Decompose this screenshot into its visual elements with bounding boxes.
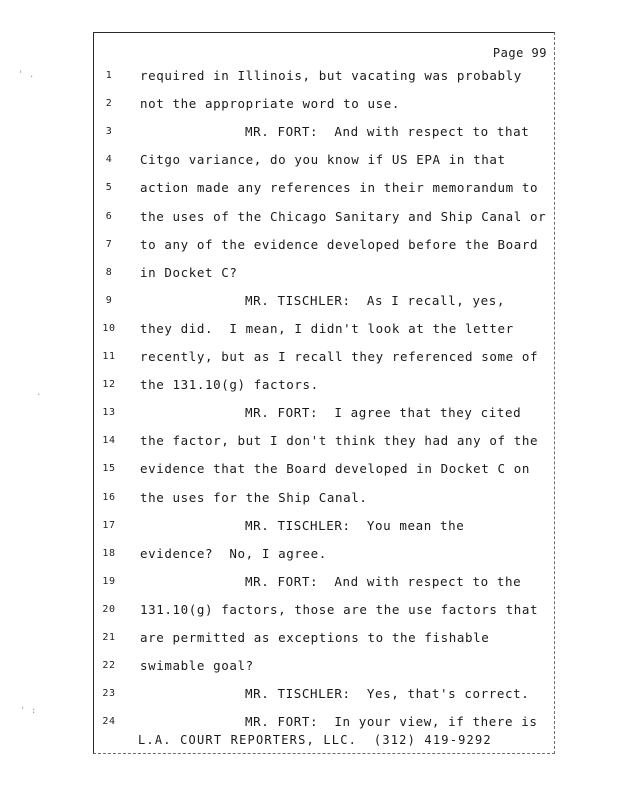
line-text: required in Illinois, but vacating was probably bbox=[140, 68, 522, 83]
line-number: 7 bbox=[105, 238, 113, 250]
line-number: 10 bbox=[102, 322, 116, 334]
transcript-line bbox=[100, 235, 550, 255]
transcript-line bbox=[100, 122, 550, 142]
line-text: MR. FORT: And with respect to that bbox=[245, 124, 530, 140]
line-number: 9 bbox=[105, 294, 113, 306]
transcript-line bbox=[100, 263, 550, 283]
transcript-line bbox=[100, 347, 550, 367]
scan-artifact-mark: ' : bbox=[20, 706, 37, 716]
line-text: in Docket C? bbox=[140, 264, 238, 280]
transcript-line bbox=[100, 712, 550, 732]
transcript-line bbox=[100, 600, 550, 620]
transcript-line bbox=[100, 403, 550, 423]
line-number: 5 bbox=[105, 182, 113, 194]
line-text: the 131.10(g) factors. bbox=[140, 377, 319, 393]
line-number: 24 bbox=[102, 716, 116, 728]
line-number: 12 bbox=[102, 379, 116, 391]
transcript-line bbox=[100, 572, 550, 592]
transcript-line bbox=[100, 291, 550, 311]
line-number: 22 bbox=[102, 660, 116, 672]
line-number: 20 bbox=[102, 603, 116, 615]
line-text: 131.10(g) factors, those are the use factors that bbox=[140, 601, 539, 617]
transcript-line bbox=[100, 684, 550, 704]
line-text: action made any references in their memorandum to bbox=[140, 180, 539, 196]
line-text: they did. I mean, I didn't look at the letter bbox=[140, 320, 514, 336]
line-number: 13 bbox=[102, 407, 116, 419]
line-text: the uses for the Ship Canal. bbox=[140, 489, 368, 505]
scan-artifact-mark: . bbox=[36, 388, 42, 398]
line-text: the uses of the Chicago Sanitary and Ship Canal or bbox=[140, 208, 547, 224]
line-number: 19 bbox=[102, 575, 116, 587]
line-number: 8 bbox=[105, 266, 113, 278]
line-text: MR. FORT: I agree that they cited bbox=[245, 405, 522, 421]
page-number: Page 99 bbox=[492, 46, 547, 60]
line-number: 17 bbox=[102, 519, 116, 531]
transcript-line bbox=[100, 178, 550, 198]
line-text: not the appropriate word to use. bbox=[140, 96, 401, 112]
line-number: 11 bbox=[102, 351, 116, 362]
line-text: swimable goal? bbox=[140, 658, 254, 674]
line-number: 4 bbox=[105, 154, 113, 166]
line-number: 23 bbox=[102, 688, 116, 700]
transcript-line bbox=[100, 431, 550, 451]
transcript-line bbox=[100, 150, 550, 170]
transcript-line bbox=[100, 516, 550, 536]
transcript-line bbox=[100, 488, 550, 508]
line-text: evidence? No, I agree. bbox=[140, 545, 327, 561]
court-reporter-footer: L.A. COURT REPORTERS, LLC. (312) 419-9292 bbox=[138, 733, 492, 747]
transcript-line bbox=[100, 375, 550, 395]
line-text: MR. FORT: In your view, if there is bbox=[245, 714, 538, 730]
transcript-line bbox=[100, 319, 550, 339]
transcript-line bbox=[100, 66, 550, 86]
line-number: 6 bbox=[105, 210, 113, 222]
line-number: 16 bbox=[102, 491, 116, 503]
line-text: MR. FORT: And with respect to the bbox=[245, 573, 522, 589]
line-text: are permitted as exceptions to the fishable bbox=[140, 630, 490, 645]
line-text: Citgo variance, do you know if US EPA in that bbox=[140, 152, 506, 168]
line-number: 2 bbox=[105, 98, 113, 110]
transcript-line bbox=[100, 207, 550, 227]
line-text: recently, but as I recall they referenced some of bbox=[140, 349, 539, 364]
line-number: 18 bbox=[102, 547, 116, 559]
line-text: evidence that the Board developed in Docket C on bbox=[140, 461, 531, 477]
transcript-line bbox=[100, 544, 550, 564]
transcript-line bbox=[100, 656, 550, 676]
line-text: MR. TISCHLER: Yes, that's correct. bbox=[245, 686, 530, 702]
transcript-line bbox=[100, 628, 550, 648]
scan-artifact-mark: ' . bbox=[18, 70, 35, 80]
line-number: 21 bbox=[102, 632, 116, 643]
transcript-line bbox=[100, 459, 550, 479]
transcript-line bbox=[100, 94, 550, 114]
line-text: MR. TISCHLER: You mean the bbox=[245, 517, 465, 533]
line-number: 3 bbox=[105, 126, 113, 138]
line-text: MR. TISCHLER: As I recall, yes, bbox=[245, 292, 506, 308]
line-text: to any of the evidence developed before the Board bbox=[140, 236, 539, 252]
line-number: 1 bbox=[105, 70, 113, 81]
line-number: 15 bbox=[102, 463, 116, 475]
line-number: 14 bbox=[102, 435, 116, 447]
line-text: the factor, but I don't think they had any of the bbox=[140, 433, 539, 449]
